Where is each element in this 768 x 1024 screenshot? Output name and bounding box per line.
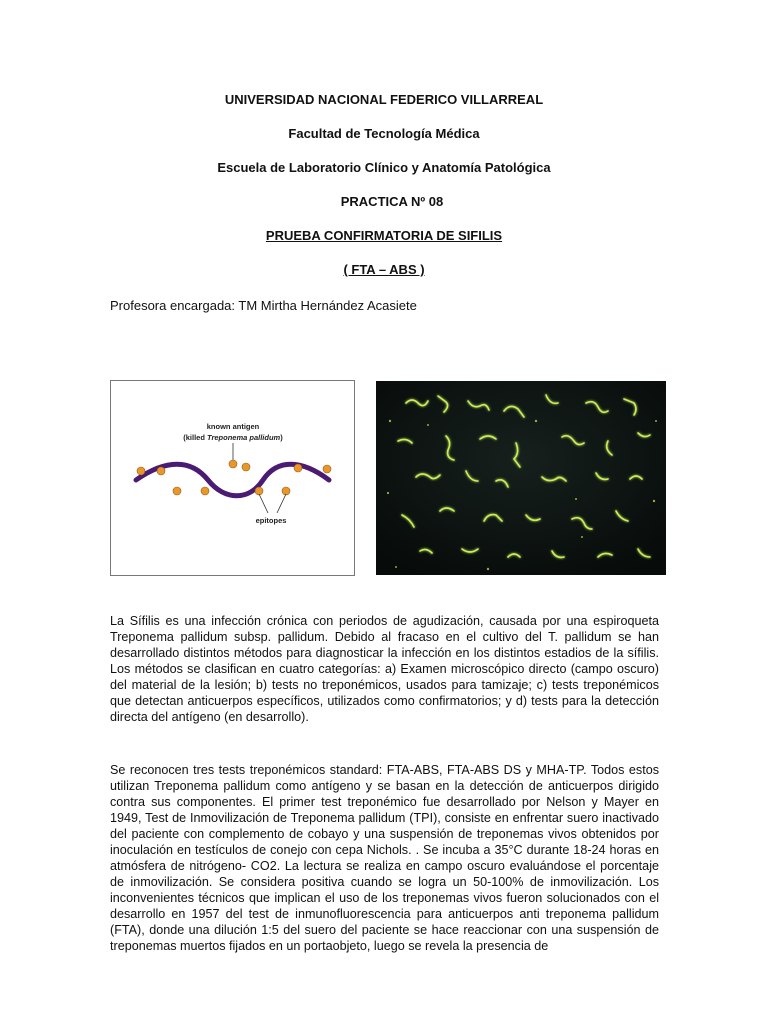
- professor-line: Profesora encargada: TM Mirtha Hernández Acasiete: [110, 298, 417, 313]
- document-title: PRUEBA CONFIRMATORIA DE SIFILIS: [265, 228, 503, 243]
- known-antigen-label: known antigen: [206, 422, 260, 431]
- faculty-name: Facultad de Tecnología Médica: [288, 126, 480, 141]
- practice-number: PRACTICA Nº 08: [340, 194, 444, 209]
- epitopes-label: epitopes: [255, 516, 287, 525]
- antigen-epitope-diagram: [110, 380, 355, 576]
- document-subtitle: ( FTA – ABS ): [343, 262, 425, 277]
- university-name: UNIVERSIDAD NACIONAL FEDERICO VILLARREAL: [224, 92, 544, 107]
- fluorescence-micrograph: [376, 381, 666, 575]
- killed-treponema-label: (killed Treponema pallidum): [183, 433, 283, 442]
- intro-paragraph: La Sífilis es una infección crónica con periodos de agudización, causada por una espiroqueta Treponema pallidum subsp. pallidum. Debido al fracaso en el cultivo del T. pallidum se han desarrollado distintos métodos para diagnosticar la infección en los distintos estadios de la sífilis. Los métodos se clasifican en cuatro categorías: a) Examen microscópico directo (campo oscuro) del material de la lesión; b) tests no treponémicos, usados para tamizaje; c) tests treponémicos que detectan anticuerpos específicos, utilizados como confirmatorios; y d) tests para la detección directa del antígeno (en desarrollo).: [110, 614, 659, 724]
- treponemal-tests-paragraph: Se reconocen tres tests treponémicos standard: FTA-ABS, FTA-ABS DS y MHA-TP. Todos estos utilizan Treponema pallidum como antígeno y se basan en la detección de anticuerpos dirigido contra sus componentes. El primer test treponémico fue desarrollado por Nelson y Mayer en 1949, Test de Inmovilización de Treponema pallidum (TPI), consiste en enfrentar suero inactivado del paciente con complemento de cobayo y una suspensión de treponemas vivos obtenidos por inoculación en testículos de conejo con cepa Nichols. . Se incuba a 35°C durante 18-24 horas en atmósfera de nitrógeno- CO2. La lectura se realiza en campo oscuro evaluándose el porcentaje de inmovilización. Se considera positiva cuando se logra un 50-100% de inmovilización. Los inconvenientes técnicos que implican el uso de los treponemas vivos fueron solucionados con el desarrollo en 1957 del test de inmunofluorescencia para anticuerpos anti treponema pallidum (FTA), donde una dilución 1:5 del suero del paciente se hace reaccionar con una suspensión de treponemas muertos fijados en un portaobjeto, luego se revela la presencia de: [110, 763, 659, 953]
- school-name: Escuela de Laboratorio Clínico y Anatomía Patológica: [217, 160, 551, 175]
